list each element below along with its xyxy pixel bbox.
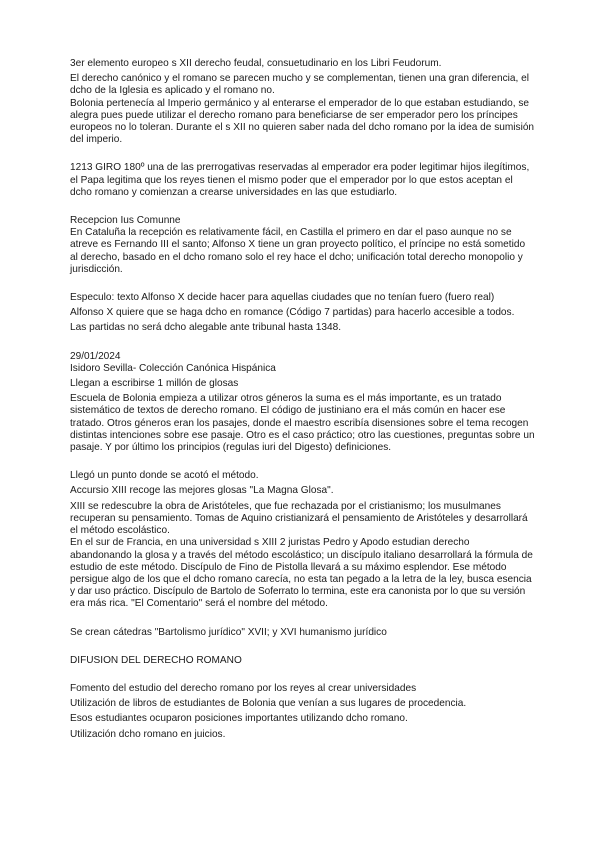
text-line: Escuela de Bolonia empieza a utilizar otros géneros la suma es el más importante, es un tratado <box>70 393 502 405</box>
date-entry <box>70 351 548 363</box>
text-line: Utilización dcho romano en juicios. <box>70 728 226 740</box>
paragraph-derecho-canonico <box>70 73 548 97</box>
paragraph-glosas <box>70 378 548 390</box>
text-line: alegra pues puede utilizar el derecho romano para beneficiarse de ser emperador pero los príncipes <box>70 109 518 121</box>
text-line: 3er elemento europeo s XII derecho feudal, consuetudinario en los Libri Feudorum. <box>70 58 442 69</box>
text-line: sistemático de textos de derecho romano. El código de justiniano era el más común en hacer ese <box>70 405 506 417</box>
text-line: En el sur de Francia, en una universidad s XIII 2 juristas Pedro y Apodo estudian derecho <box>70 537 470 549</box>
text-line: Se crean cátedras "Bartolismo jurídico" XVII; y XVI humanismo jurídico <box>70 626 387 638</box>
paragraph-cataluna-castilla <box>70 227 548 276</box>
text-line: el método escolástico. <box>70 525 170 537</box>
heading-difusion-derecho-romano <box>70 655 548 667</box>
text-line: Llegan a escribirse 1 millón de glosas <box>70 378 239 390</box>
paragraph-siete-partidas <box>70 307 548 319</box>
text-line: dcho de la Iglesia es aplicado y el romano no. <box>70 85 275 97</box>
paragraph-estudiantes-posiciones <box>70 713 548 725</box>
paragraph-especulo <box>70 292 548 304</box>
date-text: 29/01/2024 <box>70 350 121 362</box>
text-line: Especulo: texto Alfonso X decide hacer para aquellas ciudades que no tenían fuero (fuero real) <box>70 292 495 304</box>
text-line: 1213 GIRO 180º una de las prerrogativas reservadas al emperador era poder legitimar hijos ilegítimos, <box>70 162 530 174</box>
text-line: pasaje. Y por último los principios (regulas iuri del Digesto) definiciones. <box>70 442 392 454</box>
text-line: Las partidas no será dcho alegable ante tribunal hasta 1348. <box>70 322 342 334</box>
text-line: Accursio XIII recoge las mejores glosas "La Magna Glosa". <box>70 485 334 497</box>
paragraph-fomento <box>70 683 548 695</box>
text-line: Fomento del estudio del derecho romano por los reyes al crear universidades <box>70 682 417 694</box>
section-heading: DIFUSION DEL DERECHO ROMANO <box>70 654 242 666</box>
paragraph-sur-francia <box>70 537 548 610</box>
text-line: Isidoro Sevilla- Colección Canónica Hispánica <box>70 362 276 374</box>
text-line: y dar uso práctico. Discípulo de Bartolo de Soferrato lo termina, este era canonista por lo que su versión <box>70 586 526 598</box>
paragraph-accursio <box>70 485 548 497</box>
paragraph-escuela-bolonia <box>70 393 548 454</box>
text-line: del imperio. <box>70 134 123 146</box>
text-line: el Papa legitima que los reyes tienen el mismo poder que el emperador por lo que estos aceptan el <box>70 174 513 186</box>
text-line: al derecho, basado en el dcho romano solo el rey hace el dcho; unificación total derecho monopolio y <box>70 251 523 263</box>
text-line: tratado. Otros géneros eran los pasajes, donde el maestro escribía disensiones sobre el tema recogen <box>70 417 529 429</box>
text-line: era más rica. "El Comentario" será el nombre del método. <box>70 598 328 610</box>
text-line: Utilización de libros de estudiantes de Bolonia que venían a sus lugares de procedencia. <box>70 698 467 710</box>
text-line: XIII se redescubre la obra de Aristóteles, que fue rechazada por el cristianismo; los musulmanes <box>70 500 501 512</box>
text-line: atreve es Fernando III el santo; Alfonso X tiene un gran proyecto político, el príncipe no está sometido <box>70 239 526 251</box>
document-body <box>70 58 548 741</box>
paragraph-libros-estudiantes <box>70 698 548 710</box>
text-line: Esos estudiantes ocuparon posiciones importantes utilizando dcho romano. <box>70 713 408 725</box>
paragraph-bolonia <box>70 98 548 147</box>
text-line: distintas intenciones sobre ese pasaje. Otro es el caso práctico; otro las cuestiones, preguntas sobre un <box>70 429 535 441</box>
text-line: jurisdicción. <box>70 263 123 275</box>
paragraph-juicios <box>70 729 548 741</box>
paragraph-partidas-1348 <box>70 322 548 334</box>
text-line: persigue algo de los que el dcho romano carecía, no esta tan pegado a la letra de la ley, busca esencia <box>70 573 532 585</box>
text-line: Bolonia pertenecía al Imperio germánico y al enterarse el emperador de lo que estaban estudiando, se <box>70 97 529 109</box>
text-line: europeos no lo toleran. Durante el s XII no quieren saber nada del dcho romano por la idea de sumisión <box>70 122 535 134</box>
paragraph-catedras <box>70 627 548 639</box>
paragraph-aristoteles <box>70 501 548 538</box>
text-line: abandonando la glosa y a través del método escolástico; un discípulo italiano desarrollará la fórmula de <box>70 549 533 561</box>
section-heading: Recepcion Ius Comunne <box>70 215 181 227</box>
paragraph-libri-feudorum <box>70 58 548 70</box>
text-line: Llegó un punto donde se acotó el método. <box>70 470 259 482</box>
heading-recepcion-ius-comunne <box>70 215 548 227</box>
text-line: recuperan su pensamiento. Tomas de Aquino cristianizará el pensamiento de Aristóteles y desarrollará <box>70 512 528 524</box>
text-line: estudio de este método. Discípulo de Fino de Pistolla llevará a su máximo esplendor. Ese método <box>70 561 507 573</box>
paragraph-metodo-acotado <box>70 470 548 482</box>
text-line: El derecho canónico y el romano se parecen mucho y se complementan, tienen una gran diferencia, el <box>70 73 529 85</box>
text-line: dcho romano y comienzan a crearse universidades en las que estudiarlo. <box>70 186 398 198</box>
paragraph-giro-1213 <box>70 162 548 199</box>
text-line: En Cataluña la recepción es relativamente fácil, en Castilla el primero en dar el paso aunque no se <box>70 227 512 239</box>
paragraph-isidoro-sevilla <box>70 363 548 375</box>
text-line: Alfonso X quiere que se haga dcho en romance (Código 7 partidas) para hacerlo accesible a todos. <box>70 307 515 319</box>
